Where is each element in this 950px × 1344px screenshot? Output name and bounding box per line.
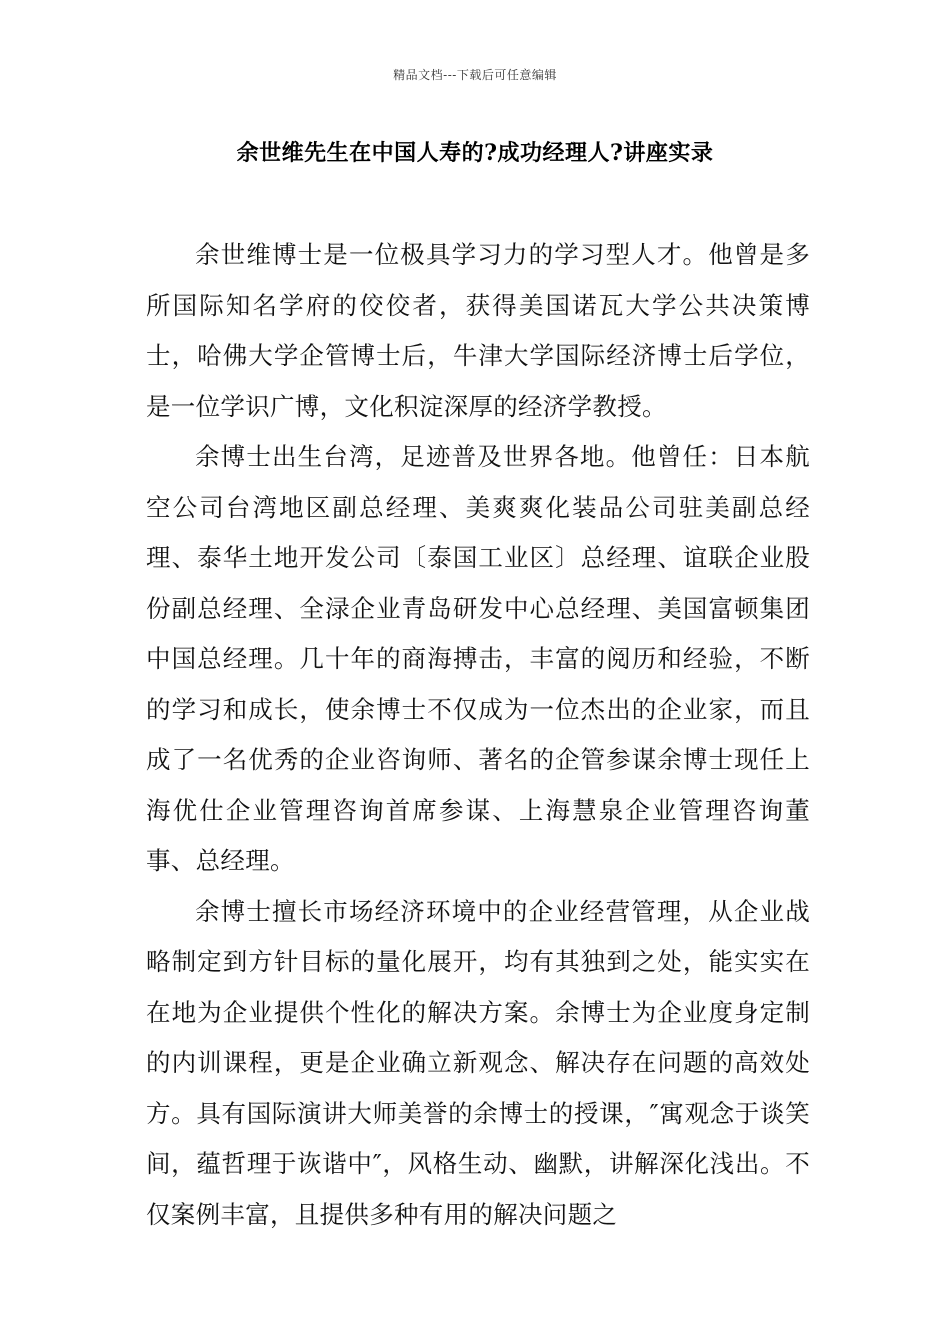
paragraph-intro: 余世维博士是一位极具学习力的学习型人才。他曾是多所国际知名学府的佼佼者，获得美国诺瓦大学公共决策博士，哈佛大学企管博士后，牛津大学国际经济博士后学位，是一位学识广博，文化积淀深厚的经济学教授。 <box>146 240 810 421</box>
header-note: 精品文档---下载后可任意编辑 <box>393 68 557 82</box>
document-body <box>146 230 810 1240</box>
paragraph-expertise: 余博士擅长市场经济环境中的企业经营管理，从企业战略制定到方针目标的量化展开，均有其独到之处，能实实在在地为企业提供个性化的解决方案。余博士为企业度身定制的内训课程，更是企业确立新观念、解决存在问题的高效处方。具有国际演讲大师美誉的余博士的授课，″寓观念于谈笑间，蕴哲理于诙谐中″，风格生动、幽默，讲解深化浅出。不仅案例丰富，且提供多种有用的解决问题之 <box>146 896 810 1229</box>
document-title: 余世维先生在中国人寿的?成功经理人?讲座实录 <box>236 140 714 166</box>
paragraph-career: 余博士出生台湾，足迹普及世界各地。他曾任：日本航空公司台湾地区副总经理、美爽爽化装品公司驻美副总经理、泰华土地开发公司〔泰国工业区〕总经理、谊联企业股份副总经理、全渌企业青岛研发中心总经理、美国富顿集团中国总经理。几十年的商海搏击，丰富的阅历和经验，不断的学习和成长，使余博士不仅成为一位杰出的企业家，而且成了一名优秀的企业咨询师、著名的企管参谋余博士现任上海优仕企业管理咨询首席参谋、上海慧泉企业管理咨询董事、总经理。 <box>146 442 810 875</box>
